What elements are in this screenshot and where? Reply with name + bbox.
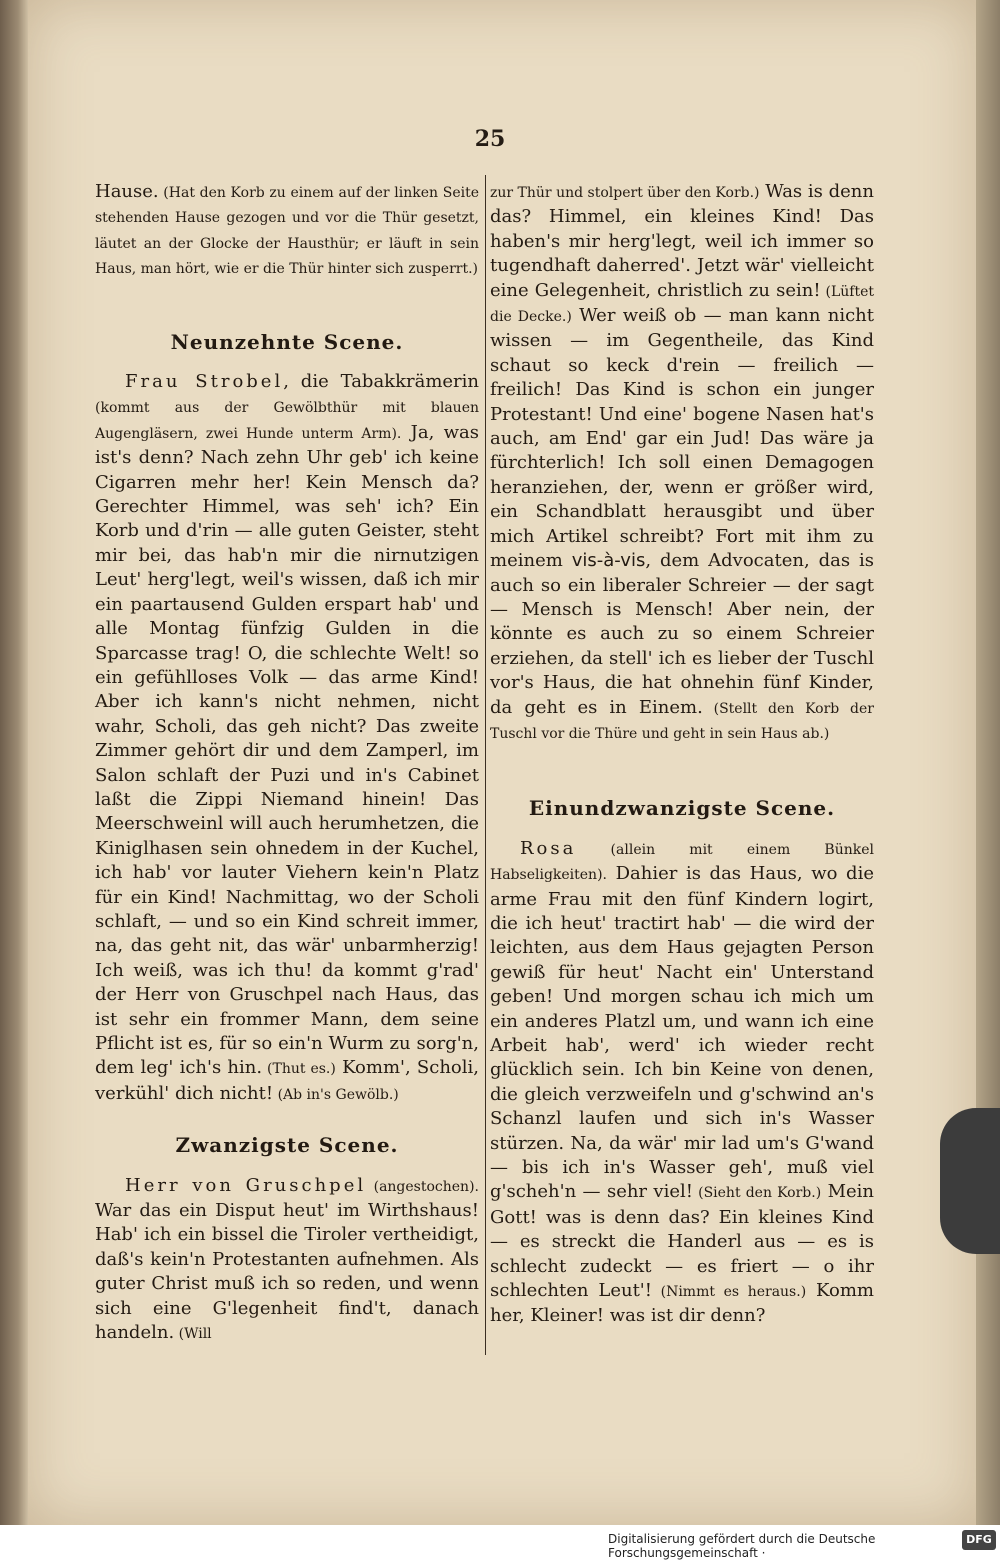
digitization-credit: Digitalisierung gefördert durch die Deutsche Forschungsgemeinschaft · xyxy=(608,1532,876,1560)
dfg-logo: DFG xyxy=(962,1530,996,1550)
text-run: Wer weiß ob — man kann nicht wissen — im Gegentheile, das Kind schaut so keck d'rein — freilich — freilich! Das Kind is schon ein junger Protestant! Und eine' bogene Nasen hat's auch, am End' gar ein Jud! Das wäre ja fürchterlich! Ich soll einen Demagogen heranziehen, der, wenn er größer wird, ein Schandblatt herausgibt und über mich Artikel schreibt? Fort mit ihm zu meinem xyxy=(490,305,874,572)
page-tab-marker xyxy=(940,1108,1000,1254)
text-run: Hause. xyxy=(95,181,159,202)
stage-direction: (Ab in's Gewölb.) xyxy=(273,1086,399,1103)
text-run: Ja, was ist's denn? Nach zehn Uhr geb' ich keine Cigarren mehr her! Kein Mensch da? Gerechter Himmel, was seh' ich? Ein Korb und d'rin — alle guten Geister, steht mir bei, das hab'n mir die nirnutzigen Leut' herg'legt, weil's wissen, daß ich mir ein paartausend Gulden erspart hab' und alle Montag fünfzig Gulden in die Sparcasse trag! O, die schlechte Welt! so ein gefühlloses Volk — das arme Kind! Aber ich kann's nicht nehmen, nicht wahr, Scholi, das geh nicht? Das zweite Zimmer gehört dir und dem Zamperl, im Salon schlaft der Puzi und in's Cabinet laßt die Zippi Niemand hinein! Das Meerschweinl will auch herumhetzen, die Kiniglhasen sein ohnedem in der Kuchel, ich hab' vor lauter Viehern kein'n Platz für ein Kind! Nachmittag, wo der Scholi schlaft, — und so ein Kind schreit immer, na, das geht nit, das wär' unbarmherzig! Ich weiß, was ich thu! da kommt g'rad' der Herr von Gruschpel nach Haus, das ist sehr ein frommer Mann, dem seine Pflicht ist es, für so ein'n Wurm zu sorg'n, dem leg' ich's hin. xyxy=(95,421,479,1079)
stage-direction: (Hat den Korb zu einem auf der linken Seite stehenden Hause gezogen und vor die Thür gesetzt, läutet an der Glocke der Hausthür; er läuft in sein Haus, man hört, wie er die Thür hinter sich zusperrt.) xyxy=(95,185,479,278)
scene-heading: Zwanzigste Scene. xyxy=(175,1133,399,1158)
stage-direction: (Thut es.) xyxy=(262,1061,336,1078)
column-divider xyxy=(485,175,486,1355)
text-run: Was is denn das? Himmel, ein kleines Kind! Das haben's mir herg'legt, weil ich immer so tugendhaft daherred'. Jetzt wär' vielleicht eine Gelegenheit, christlich zu sein! xyxy=(490,181,874,301)
left-column xyxy=(95,180,479,1346)
dialogue-paragraph xyxy=(95,1174,479,1347)
dialogue-paragraph xyxy=(490,180,874,746)
scene-heading: Einundzwanzigste Scene. xyxy=(528,796,836,821)
stage-direction: (Nimmt es heraus.) xyxy=(651,1284,807,1301)
character-name: Herr von Gruschpel xyxy=(125,1174,367,1196)
stage-direction-paragraph xyxy=(95,180,479,282)
page-number: 25 xyxy=(474,126,506,152)
text-run: Komm her, Kleiner! was ist dir denn? xyxy=(490,1280,874,1327)
text-run: Komm', Scholi, verkühl' dich nicht! xyxy=(95,1057,479,1104)
dialogue-paragraph xyxy=(490,837,874,1329)
stage-direction: (Sieht den Korb.) xyxy=(693,1185,822,1202)
stage-direction: (Lüftet die Decke.) xyxy=(490,283,874,326)
text-run: Mein Gott! was is denn das? Ein kleines Kind — es streckt die Handerl aus — es is schlecht zudeckt — es friert — o ihr schlechten Leut'! xyxy=(490,1181,874,1302)
stage-direction: (Will xyxy=(174,1326,212,1343)
stage-direction: zur Thür und stolpert über den Korb.) xyxy=(490,185,760,201)
text-run: , die Tabakkrämerin xyxy=(283,371,480,393)
scene-heading: Neunzehnte Scene. xyxy=(170,329,404,354)
character-name: Frau Strobel xyxy=(125,371,284,393)
text-run: , dem Advocaten, das is auch so ein liberaler Schreier — der sagt — Mensch is Mensch! Aber nein, der könnte es auch zu so einem Schreier erziehen, da stell' ich es lieber der Tuschl vor's Haus, die hat ohnehin fünf Kinder, da geht es in Einem. xyxy=(490,550,874,718)
text-run: War das ein Disput heut' im Wirthshaus! Hab' ich ein bissel die Tiroler vertheidigt, daß's kein'n Protestanten aufnehmen. Als guter Christ muß ich so reden, und wenn sich eine G'legenheit find't, danach handeln. xyxy=(95,1200,479,1344)
scan-right-edge xyxy=(976,0,1000,1525)
stage-direction: (kommt aus der Gewölbthür mit blauen Augengläsern, zwei Hunde unterm Arm). xyxy=(95,400,479,442)
character-name: Rosa xyxy=(520,837,577,859)
right-column xyxy=(490,180,874,1329)
scan-left-edge xyxy=(0,0,30,1525)
text-run: Dahier is das Haus, wo die arme Frau mit den fünf Kindern logirt, die ich heut' tractirt hab' — die wird der leichten, aus dem Haus gejagten Person gewiß für heut' Nacht ein' Unterstand geben! Und morgen schau ich mich um ein anderes Platzl um, und wann ich eine Arbeit hab', werd' ich wieder recht glücklich sein. Ich bin Keine von denen, die gleich verzweifeln und g'schwind an's Schanzl laufen und sich in's Wasser stürzen. Na, da wär' mir lad um's G'wand — bis ich in's Wasser geh', muß viel g'scheh'n — sehr viel! xyxy=(490,863,874,1203)
foreign-phrase: vis-à-vis xyxy=(571,550,646,572)
stage-direction: (Stellt den Korb der Tuschl vor die Thüre und geht in sein Haus ab.) xyxy=(490,700,874,742)
dialogue-paragraph xyxy=(95,370,479,1107)
stage-direction: (angestochen). xyxy=(366,1178,479,1195)
stage-direction: (allein mit einem Bünkel Habseligkeiten). xyxy=(490,841,874,884)
